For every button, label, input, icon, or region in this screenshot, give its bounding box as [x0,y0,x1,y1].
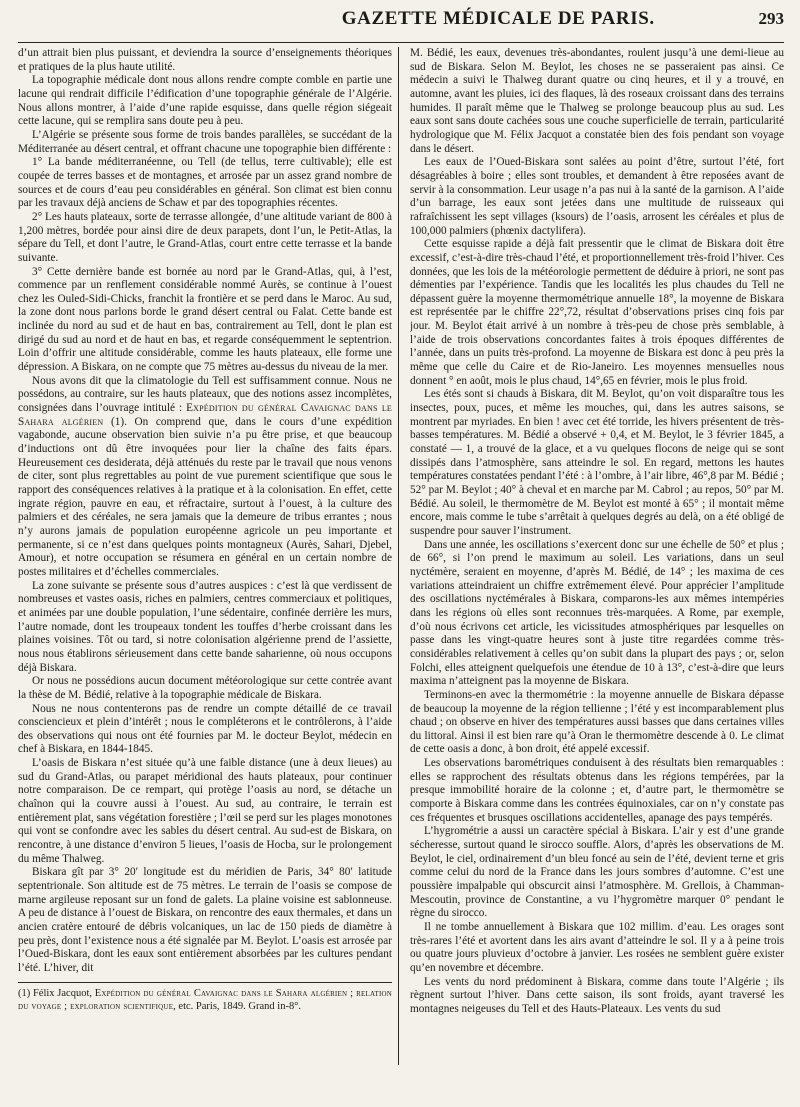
footnote-text: , etc. Paris, 1849. Grand in-8°. [173,1000,302,1012]
paragraph: L’hygrométrie a aussi un caractère spécial à Biskara. L’air y est d’une grande sécheresse, surtout quand le sirocco souffle. Alors, d’après les observations de M. Beylot, le ciel, ordinairement d’un bleu foncé au sein de l’été, devient terne et gris comme celui du nord de la France dans les jours sombres d’automne. C’est une poussière impalpable qui obscurcit ainsi l’atmosphère. M. Grellois, à Chamman-Mescoutin, province de Constantine, a vu l’hygromètre marquer 0° pendant le règne du sirocco. [410,825,784,920]
footnote-cited-title: Expédition du général Cavaignac dans le Sahara algérien ; relation du voyage ; exploration scientifique [18,987,392,1012]
text-run: (1). On comprend que, dans le cours d’une expédition vagabonde, aucune observation bien suivie n’a pu être prise, et que beaucoup d’inductions ont dû être invoquées pour lier la chaîne des faits épars. Heureusement ces desiderata, déjà atténués du reste par le travail que nous venons de citer, sont plus regrettables au point de vue purement scientifique que sous le rapport des conséquences relatives à la pratique et à la colonisation. En effet, cette ingrate région, pauvre en eau, et réfractaire, surtout à l’ouest, à la culture des palmiers et des céréales, ne sera jamais que la demeure de tribus errantes ; nous n’y aurons jamais de population européenne agricole un peu importante et permanente, si ce n’est dans quelques points montagneux (Aurès, Sahari, Djebel, Amour), et notre occupation se résumera en général en un certain nombre de postes militaires et d’échelles commerciales. [18,415,392,578]
paragraph: Terminons-en avec la thermométrie : la moyenne annuelle de Biskara dépasse de beaucoup la moyenne de la région tellienne ; l’été y est incomparablement plus chaud ; on observe en hiver des températures aussi basses que dans certaines villes du littoral. Ainsi il est bien rare qu’à Oran le thermomètre descende à 0. Le climat de cette oasis a donc, à bon droit, été appelé excessif. [410,688,784,756]
paragraph: M. Bédié, les eaux, devenues très-abondantes, roulent jusqu’à une demi-lieue au sud de Biskara. Selon M. Beylot, les choses ne se passeraient pas ainsi. Ce médecin a suivi le Thalweg durant quatre ou cinq heures, et il y a trouvé, en automne, avant les pluies, ici des flaques, là des roseaux croissant dans des terrains humides. Il paraît même que le Thalweg se prolonge beaucoup plus au sud. Les eaux sont sans doute cachées sous une couche superficielle de terrain, particularité hydrologique que M. Félix Jacquot a constatée bien des fois pendant son voyage dans le désert. [410,47,784,155]
paragraph: Dans une année, les oscillations s’exercent donc sur une échelle de 50° et plus ; de 66°, si l’on prend le maximum au soleil. Les variations, dans un seul nyctémère, seraient en moyenne, d’après M. Bédié, de 14° ; les maxima de ces variations atteindraient un chiffre extrêmement élevé. Pour apprécier l’amplitude des oscillations nyctémérales à Biskara, comparons-les aux mêmes intempéries dans les régions où elles sont reconnues très-marquées. A Rome, par exemple, d’où nous écrivons cet article, les vicissitudes atmosphériques par lesquelles on passe dans les vingt-quatre heures sont à juste titre regardées comme très-considérables relativement à celles qu’on subit dans la plupart des pays ; or, selon Folchi, elles atteignent quelquefois une étendue de 10 à 13°, c’est-à-dire que leurs maxima n’atteignent pas la moyenne de Biskara. [410,538,784,688]
paragraph: 2° Les hauts plateaux, sorte de terrasse allongée, d’une altitude variant de 800 à 1,200 mètres, bordée pour ainsi dire de deux parapets, dont l’un, le Petit-Atlas, la sépare du Tell, et dont l’autre, le Grand-Atlas, court entre cette terrasse et la bande suivante. [18,210,392,264]
paragraph: 3° Cette dernière bande est bornée au nord par le Grand-Atlas, qui, à l’est, commence par un renflement considérable nommé Aurès, se continue à l’ouest chez les Ouled-Sidi-Chicks, franchit la frontière et se perd dans le Maroc. Au sud, la zone dont nous parlons borde le grand désert central ou Falat. Cette bande est inclinée du nord au sud et de haut en bas, contrairement au Tell, dont le plan est dirigé du sud au nord et de haut en bas, et regarde conséquemment le septentrion. Loin d’offrir une altitude considérable, comme les hauts plateaux, elle forme une dépression. A Biskara, on ne compte que 75 mètres au-dessus du niveau de la mer. [18,265,392,374]
paragraph: Les observations barométriques conduisent à des résultats bien remarquables : elles se rapprochent des résultats obtenus dans les régions tempérées, par la presque immobilité horaire de la colonne ; et, d’autre part, le thermomètre se comporte à Biskara comme dans les contrées équinoxiales, car on n’y constate pas ces fréquentes et brusques oscillations accidentelles, apanage des pays tempérés. [410,757,784,824]
paragraph: Les étés sont si chauds à Biskara, dit M. Beylot, qu’on voit disparaître tous les insectes, poux, puces, et même les mouches, qui, dans les autres saisons, se montrent par myriades. En bien ! avec cet été torride, les hivers présentent de très-basses températures. M. Bédié a observé + 0,4, et M. Beylot, le 3 février 1845, a constaté — 1, a trouvé de la glace, et a vu quelques flocons de neige qui se sont dissipés dans l’atmosphère, sans atteindre le sol. En regard, mettons les hautes températures constatées pendant l’été : à l’ombre, à l’air libre, 46°,8 par M. Bédié ; 52° par M. Beylot ; 40° à cheval et en marche par M. Cabrol ; au repos, 50° par M. Bédié. Au soleil, le thermomètre de M. Beylot est monté à 65° ; il montait même encore, mais comme le tube s’arrêtait à quelques degrés au delà, on a été obligé de suspendre pour sauver l’instrument. [410,388,784,537]
text-run: Nous avons dit que la climatologie du Tell est suffisamment connue. Nous ne possédons, au contraire, sur les hauts plateaux, que des notions assez incomplètes, consignées dans l’ouvrage intitulé : [18,374,392,415]
paragraph: L’oasis de Biskara n’est située qu’à une faible distance (une à deux lieues) au sud du Grand-Atlas, ou parapet méridional des hauts plateaux, pour continuer notre comparaison. De ce rempart, qui protège l’oasis au nord, se détache un chaînon qui la couvre aussi à l’ouest. Au sud, au contraire, le terrain est entièrement plat, sans végétation forestière ; l’œil se perd sur les plages monotones qui vont se confondre avec les sables du désert central. Au sud-est de Biskara, on rencontre, à une distance d’environ 5 lieues, l’oasis de Hocba, sur le prolongement du même Thalweg. [18,757,392,865]
footnote-rule [18,982,392,983]
paragraph: Cette esquisse rapide a déjà fait pressentir que le climat de Biskara doit être excessif, c’est-à-dire très-chaud l’été, et proportionnellement très-froid l’hiver. Ces données, que les lois de la météorologie permettent de déduire à priori, ne sont pas démenties par l’expérience. Tandis que les localités les plus chaudes du Tell ne dépassent guère la moyenne thermométrique annuelle 18°, la moyenne de Biskara est représentée par le chiffre 22°,72, résultat d’observations prises cinq fois par jour. M. Beylot était arrivé à un nombre à très-peu de chose près semblable, à l’aide de trois observations concordantes faites à trois époques différentes de l’année, dans un puits très-profond. La moyenne de Biskara est donc à peu près la même que celle du Caire et de Rio-Janeiro. Les moyennes mensuelles nous donnent ° en août, mois le plus chaud, 14°,65 en février, mois le plus froid. [410,238,784,387]
two-column-body [18,47,784,1107]
page-number: 293 [758,9,784,28]
page-header [18,8,784,43]
paragraph: Biskara gît par 3° 20′ longitude est du méridien de Paris, 34° 80′ latitude septentrionale. Son altitude est de 75 mètres. Le terrain de l’oasis se compose de marne argileuse reposant sur un fond de galets. La plaine voisine est sablonneuse. A peu de distance à l’ouest de Biskara, on rencontre des eaux thermales, et dans un ancien cratère entouré de débris volcaniques, un lac de 150 pieds de diamètre à peu près, dont l’existence nous a été signalée par M. Beylot. L’oasis est arrosée par l’Oued-Biskara, dont les eaux sont entièrement absorbées par les cultures pendant l’été. L’hiver, dit [18,866,392,974]
paragraph: Nous ne nous contenterons pas de rendre un compte détaillé de ce travail consciencieux et plein d’intérêt ; nous le compléterons et le contrôlerons, à l’aide des observations qui nous ont été fournies par M. le docteur Beylot, médecin en chef à Biskara, en 1844-1845. [18,702,392,756]
footnote-text: (1) Félix Jacquot, [18,987,95,999]
paragraph: Or nous ne possédions aucun document météorologique sur cette contrée avant la thèse de M. Bédié, relative à la topographie médicale de Biskara. [18,675,392,701]
paragraph: Les vents du nord prédominent à Biskara, comme dans toute l’Algérie ; ils règnent surtout l’hiver. Dans cette saison, ils sont froids, ayant traversé les montagnes neigeuses du Tell et des Hauts-Plateaux. Les vents du sud [410,975,784,1015]
paragraph: L’Algérie se présente sous forme de trois bandes parallèles, se succédant de la Méditerranée au désert central, et offrant chacune une topographie bien différente : [18,128,392,155]
paragraph: 1° La bande méditerranéenne, ou Tell (de tellus, terre cultivable); elle est coupée de terres basses et de montagnes, et arrosée par un assez grand nombre de sources et de cours d’eau peu considérables en général. Son climat est bien connu par les travaux déjà anciens de Schaw et par des topographies récentes. [18,156,392,210]
paragraph: Il ne tombe annuellement à Biskara que 102 millim. d’eau. Les orages sont très-rares l’été et avortent dans les airs avant d’atteindre le sol. Il y a à peine trois ou quatre jours pluvieux d’octobre à janvier. Les rosées ne semblent guère exister qu’en novembre et décembre. [410,921,784,974]
paragraph-with-citation [18,375,392,580]
paragraph: d’un attrait bien plus puissant, et deviendra la source d’enseignements théoriques et pratiques de la plus haute utilité. [18,47,392,73]
paragraph: La topographie médicale dont nous allons rendre compte comble en partie une lacune qui rendrait difficile l’édification d’une topographie générale de l’Algérie. Nous allons montrer, à l’aide d’une rapide esquisse, dans quelle région siégeait cette lacune, qui se remplira sans doute peu à peu. [18,74,392,128]
left-column [18,47,399,1065]
right-column [410,47,784,1107]
paragraph: La zone suivante se présente sous d’autres auspices : c’est là que verdissent de nombreuses et vastes oasis, riches en palmiers, centres commerciaux et politiques, et animées par une double population, l’une sédentaire, confinée derrière les murs, l’autre nomade, dont les troupeaux tondent les touffes d’herbe croissant dans les plaines voisines. Tôt ou tard, si notre colonisation algérienne prend de l’assiette, nous nous établirons sérieusement dans cette bande saharienne, où nous occupons déjà Biskara. [18,579,392,674]
footnote [18,987,392,1013]
cited-title: Expédition du général Cavaignac dans le Sahara algérien [18,402,392,428]
running-title: GAZETTE MÉDICALE DE PARIS. [341,7,655,30]
paragraph: Les eaux de l’Oued-Biskara sont salées au point d’être, surtout l’été, fort désagréables à boire ; elles sont troubles, et demandent à être reposées avant de servir à la consommation. Leur usage n’a pas nui à la santé de la garnison. A l’aide d’un barrage, les eaux sont jetées dans une multitude de ruisseaux qui rafraîchissent les sept villages (ksours) de l’oasis, arrosent les céréales et plus de 100,000 palmiers (phœnix dactylifera). [410,156,784,237]
